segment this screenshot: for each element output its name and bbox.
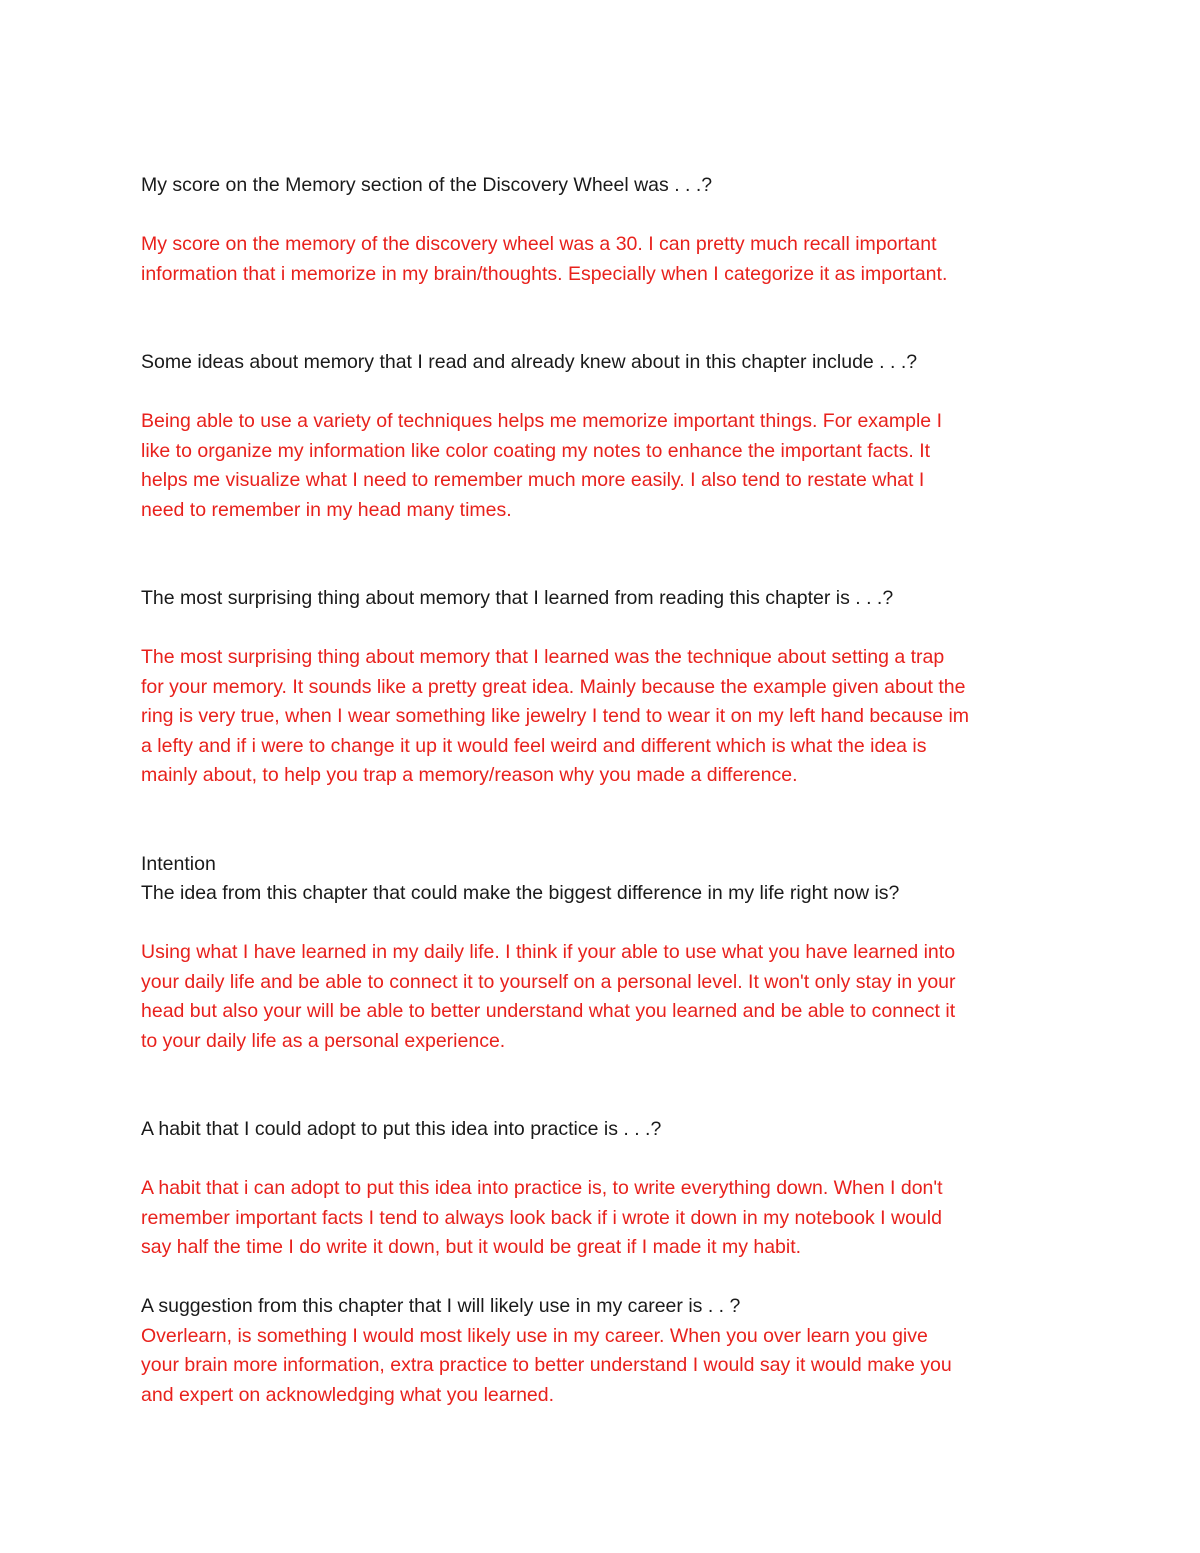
answer-memory-score: My score on the memory of the discovery wheel was a 30. I can pretty much recall important information that i memorize in my brain/thoughts. Especially when I categorize it as important. (141, 233, 948, 285)
answer-habit: A habit that i can adopt to put this idea into practice is, to write everything down. When I don't remember important facts I tend to always look back if i wrote it down in my notebook I would say half the time I do write it down, but it would be great if I made it my habit. (141, 1177, 943, 1258)
question-ideas-already-knew: Some ideas about memory that I read and already knew about in this chapter include . . .? (141, 351, 918, 373)
answer-ideas-already-knew: Being able to use a variety of techniques helps me memorize important things. For example I like to organize my information like color coating my notes to enhance the important facts. It helps me visualize what I need to remember much more easily. I also tend to restate what I need to remember in my head many times. (141, 410, 942, 521)
answer-career-suggestion: Overlearn, is something I would most likely use in my career. When you over learn you give your brain more information, extra practice to better understand I would say it would make you and expert on acknowledging what you learned. (141, 1324, 952, 1406)
question-most-surprising: The most surprising thing about memory that I learned from reading this chapter is . . .? (141, 587, 894, 609)
document-page (141, 171, 1066, 1410)
question-career-suggestion: A suggestion from this chapter that I will likely use in my career is . . ? (141, 1295, 741, 1317)
section-heading-intention: Intention (141, 852, 216, 875)
answer-biggest-difference: Using what I have learned in my daily life. I think if your able to use what you have learned into your daily life and be able to connect it to yourself on a personal level. It won't only stay in your head but also your will be able to better understand what you learned and be able to connect it to your daily life as a personal experience. (141, 941, 956, 1052)
question-habit: A habit that I could adopt to put this idea into practice is . . .? (141, 1118, 662, 1140)
answer-most-surprising: The most surprising thing about memory that I learned was the technique about setting a trap for your memory. It sounds like a pretty great idea. Mainly because the example given about the ring is very true, when I wear something like jewelry I tend to wear it on my left hand because im a lefty and if i were to change it up it would feel weird and different which is what the idea is mainly about, to help you trap a memory/reason why you made a difference. (141, 646, 970, 786)
question-biggest-difference: The idea from this chapter that could make the biggest difference in my life right now is? (141, 882, 900, 904)
question-memory-score: My score on the Memory section of the Discovery Wheel was . . .? (141, 174, 713, 196)
